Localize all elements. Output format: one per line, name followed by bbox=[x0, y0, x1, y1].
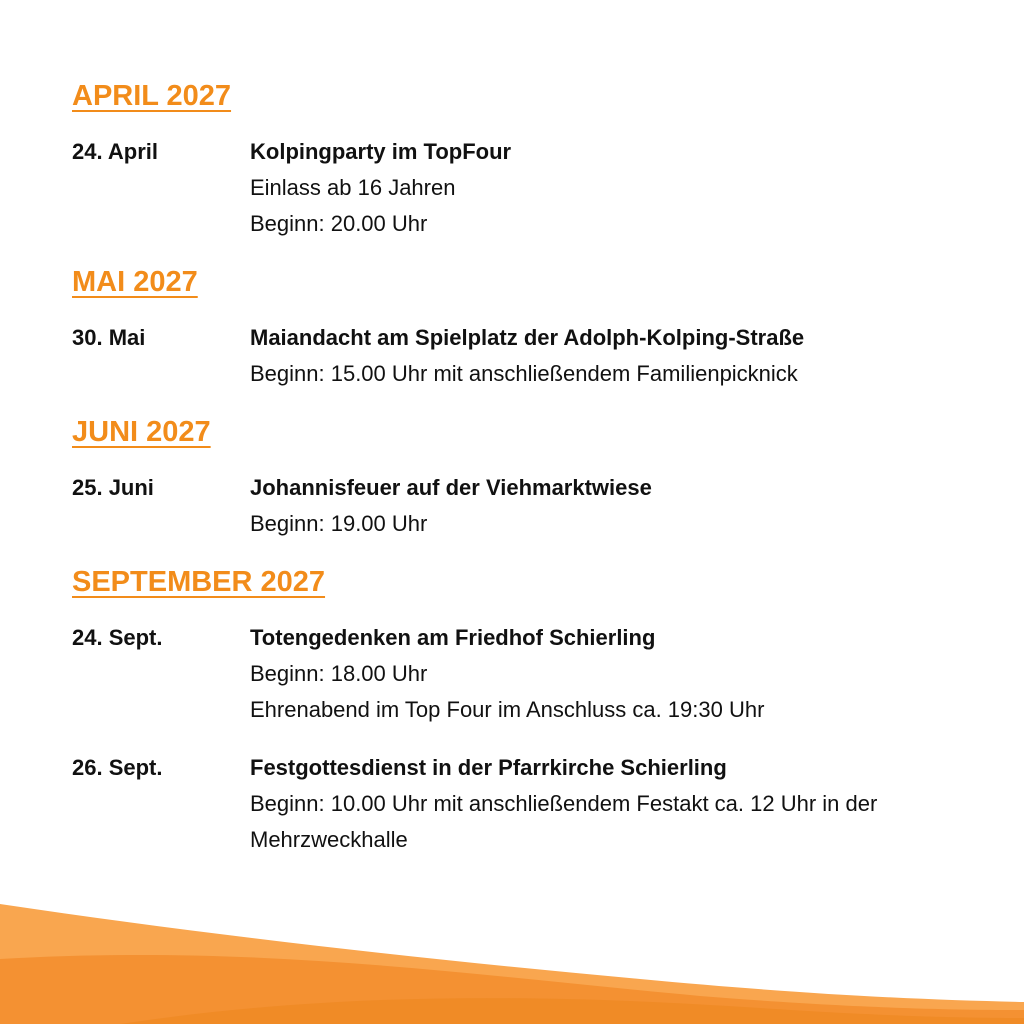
month-heading: APRIL 2027 bbox=[72, 80, 232, 112]
month-section-may bbox=[72, 264, 972, 392]
event-title: Maiandacht am Spielplatz der Adolph-Kolping-Straße bbox=[250, 325, 805, 350]
event-item bbox=[72, 470, 972, 542]
event-date: 26. Sept. bbox=[72, 755, 163, 780]
event-title: Kolpingparty im TopFour bbox=[250, 139, 512, 164]
event-date: 25. Juni bbox=[72, 475, 154, 500]
month-section-april bbox=[72, 78, 972, 242]
month-heading: JUNI 2027 bbox=[72, 416, 211, 448]
decorative-wave bbox=[0, 904, 1024, 1024]
month-section-september bbox=[72, 564, 972, 858]
event-date: 24. April bbox=[72, 139, 158, 164]
event-item bbox=[72, 620, 972, 728]
event-detail-line: Beginn: 20.00 Uhr bbox=[250, 211, 428, 236]
event-detail-line: Einlass ab 16 Jahren bbox=[250, 175, 456, 200]
event-item bbox=[72, 750, 972, 858]
event-item bbox=[72, 134, 972, 242]
event-details bbox=[250, 750, 940, 858]
event-details bbox=[250, 320, 940, 392]
event-date: 24. Sept. bbox=[72, 625, 163, 650]
event-date: 30. Mai bbox=[72, 325, 146, 350]
month-section-june bbox=[72, 414, 972, 542]
event-details bbox=[250, 620, 940, 728]
event-detail-line: Beginn: 15.00 Uhr mit anschließendem Familienpicknick bbox=[250, 361, 798, 386]
event-item bbox=[72, 320, 972, 392]
event-detail-line: Beginn: 19.00 Uhr bbox=[250, 511, 428, 536]
month-heading: MAI 2027 bbox=[72, 266, 198, 298]
event-title: Johannisfeuer auf der Viehmarktwiese bbox=[250, 475, 652, 500]
event-title: Totengedenken am Friedhof Schierling bbox=[250, 625, 656, 650]
event-detail-line: Beginn: 10.00 Uhr mit anschließendem Festakt ca. 12 Uhr in der Mehrzweckhalle bbox=[250, 791, 878, 852]
event-title: Festgottesdienst in der Pfarrkirche Schierling bbox=[250, 755, 727, 780]
month-heading: SEPTEMBER 2027 bbox=[72, 566, 326, 598]
event-detail-line: Ehrenabend im Top Four im Anschluss ca. 19:30 Uhr bbox=[250, 697, 765, 722]
event-detail-line: Beginn: 18.00 Uhr bbox=[250, 661, 428, 686]
event-details bbox=[250, 134, 940, 242]
event-details bbox=[250, 470, 940, 542]
events-list bbox=[72, 78, 972, 876]
